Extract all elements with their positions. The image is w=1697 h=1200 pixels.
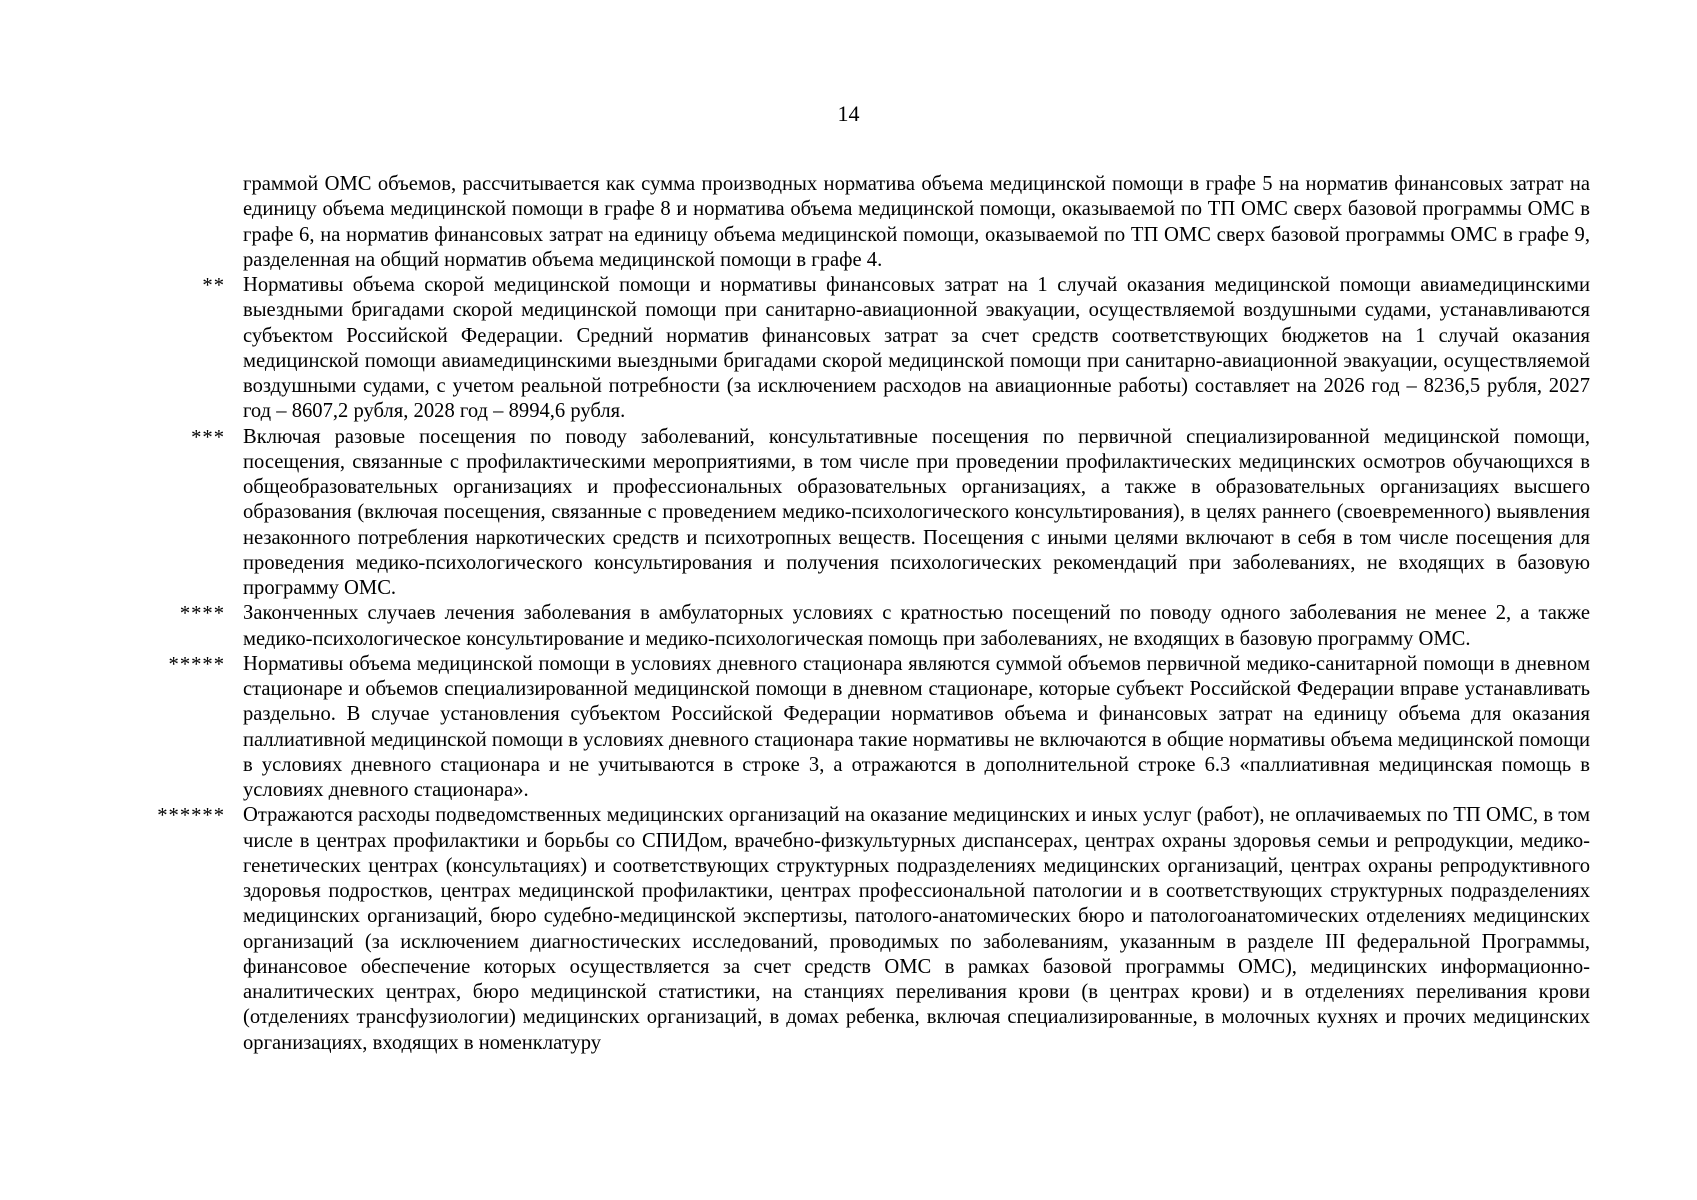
footnote-text: Нормативы объема медицинской помощи в условиях дневного стационара являются суммой объемов первичной медико-санитарной помощи в дневном стационаре и объемов специализированной медицинской помощи в дневном стационаре, которые субъект Российской Федерации вправе устанавливать раздельно. В случае установления субъектом Российской Федерации нормативов объема и финансовых затрат на единицу объема для оказания паллиативной медицинской помощи в условиях дневного стационара такие нормативы не включаются в общие нормативы объема медицинской помощи в условиях дневного стационара и не учитываются в строке 3, а отражаются в дополнительной строке 6.3 «паллиативная медицинская помощь в условиях дневного стационара». [243,652,1590,801]
footnote-marker: *** [191,426,225,449]
footnote-3-stars [191,425,1590,602]
footnote-text: Включая разовые посещения по поводу заболеваний, консультативные посещения по первичной специализированной медицинской помощи, посещения, связанные с профилактическими мероприятиями, в том числе при проведении профилактических медицинских осмотров обучающихся в общеобразовательных организациях и профессиональных образовательных организациях, а также в образовательных организациях высшего образования (включая посещения, связанные с проведением медико-психологического консультирования), в целях раннего (своевременного) выявления незаконного потребления наркотических средств и психотропных веществ. Посещения с иными целями включают в себя в том числе посещения для проведения медико-психологического консультирования и получения психологических рекомендаций при заболеваниях, не входящих в базовую программу ОМС. [243,425,1590,599]
footnote-2-stars [202,273,1590,425]
page-number: 14 [837,101,860,126]
footnote-text: Законченных случаев лечения заболевания в амбулаторных условиях с кратностью посещений по поводу одного заболевания не менее 2, а также медико-психологическое консультирование и медико-психологическая помощь при заболеваниях, не входящих в базовую программу ОМС. [243,602,1590,650]
footnote-continuation [243,172,1590,273]
footnote-text: Отражаются расходы подведомственных медицинских организаций на оказание медицинских и иных услуг (работ), не оплачиваемых по ТП ОМС, в том числе в центрах профилактики и борьбы со СПИДом, врачебно-физкультурных диспансерах, центрах охраны здоровья семьи и репродукции, медико-генетических центрах (консультациях) и соответствующих структурных подразделениях медицинских организаций, центрах охраны репродуктивного здоровья подростков, центрах медицинской профилактики, центрах профессиональной патологии и в соответствующих структурных подразделениях медицинских организаций, бюро судебно-медицинской экспертизы, патолого-анатомических бюро и патологоанатомических отделениях медицинских организаций (за исключением диагностических исследований, проводимых по заболеваниям, указанным в разделе III федеральной Программы, финансовое обеспечение которых осуществляется за счет средств ОМС в рамках базовой программы ОМС), медицинских информационно-аналитических центрах, бюро медицинской статистики, на станциях переливания крови (в центрах крови) и в отделениях переливания крови (отделениях трансфузиологии) медицинских организаций, в домах ребенка, включая специализированные, в молочных кухнях и прочих медицинских организациях, входящих в номенклатуру [243,804,1590,1054]
footnote-marker: ** [202,275,225,297]
footnote-text: граммой ОМС объемов, рассчитывается как сумма производных норматива объема медицинской помощи в графе 5 на норматив финансовых затрат на единицу объема медицинской помощи в графе 8 и норматива объема медицинской помощи, оказываемой по ТП ОМС сверх базовой программы ОМС в графе 6, на норматив финансовых затрат на единицу объема медицинской помощи, оказываемой по ТП ОМС сверх базовой программы ОМС в графе 9, разделенная на общий норматив объема медицинской помощи в графе 4. [243,173,1590,271]
footnotes-block [157,172,1590,1056]
footnote-marker: ****** [157,805,225,828]
footnote-4-stars [179,601,1590,652]
footnote-text: Нормативы объема скорой медицинской помощи и нормативы финансовых затрат на 1 случай оказания медицинской помощи авиамедицинскими выездными бригадами скорой медицинской помощи при санитарно-авиационной эвакуации, осуществляемой воздушными судами, устанавливаются субъектом Российской Федерации. Средний норматив финансовых затрат за счет средств соответствующих бюджетов на 1 случай оказания медицинской помощи авиамедицинскими выездными бригадами скорой медицинской помощи при санитарно-авиационной эвакуации, осуществляемой воздушными судами, с учетом реальной потребности (за исключением расходов на авиационные работы) составляет на 2026 год – 8236,5 рубля, 2027 год – 8607,2 рубля, 2028 год – 8994,6 рубля. [243,274,1590,423]
footnote-6-stars [157,803,1590,1056]
footnote-marker: ***** [168,653,225,676]
footnote-marker: **** [179,603,225,626]
footnote-5-stars [168,652,1590,804]
